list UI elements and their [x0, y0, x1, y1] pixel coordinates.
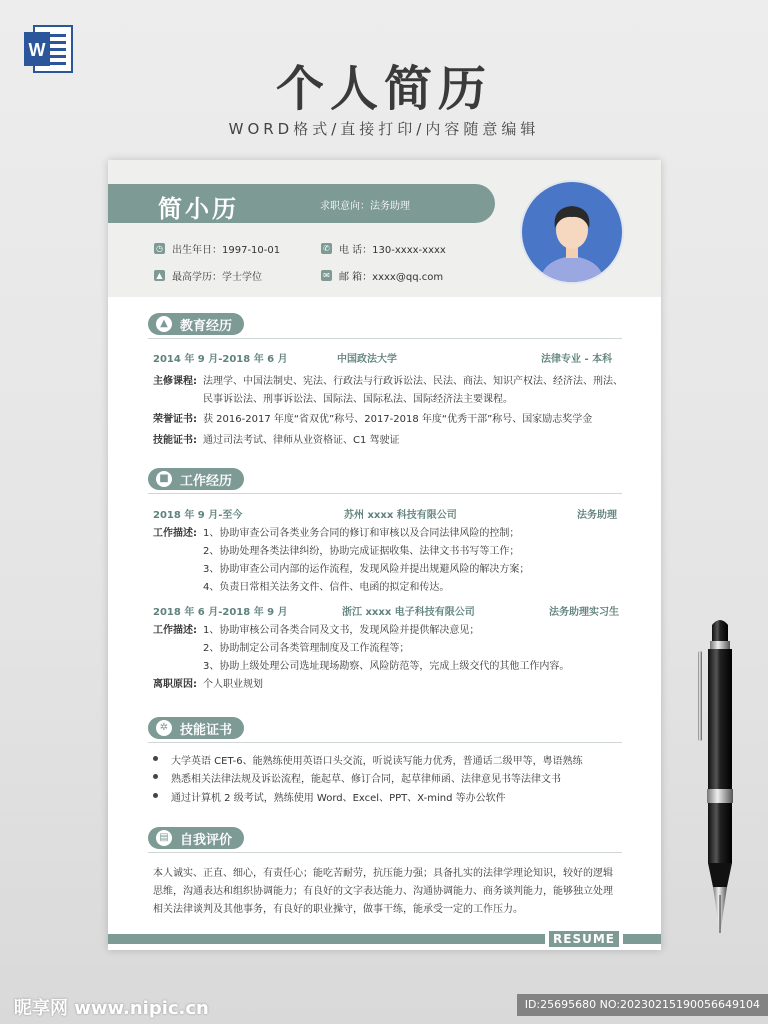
phone-text: 电 话：130-xxxx-xxxx [339, 245, 446, 256]
job-position: 法务助理 [577, 510, 617, 521]
section-work-title: ■ 工作经历 [148, 468, 244, 490]
bullet-icon [153, 793, 158, 798]
graduation-cap-icon: ▲ [156, 316, 172, 332]
bullet-icon [153, 756, 158, 761]
page-subtitle: WORD格式/直接打印/内容随意编辑 [228, 120, 540, 138]
courses-label: 主修课程: [153, 376, 197, 387]
email-text: 邮 箱：xxxx@qq.com [339, 272, 444, 283]
section-skills-title: ✲ 技能证书 [148, 717, 244, 739]
job-period: 2018 年 6 月-2018 年 9 月 [153, 607, 288, 618]
job-duty: 4、负责日常相关法务文件、信件、电函的拟定和传达。 [203, 582, 450, 593]
self-eval-line: 相关法律谈判及其他事务，有良好的职业操守，做事干练，能承受一定的工作压力。 [153, 904, 523, 915]
job-intent: 求职意向：法务助理 [320, 201, 410, 212]
resume-tag: RESUME [545, 931, 623, 947]
job-duty: 2、协助制定公司各类管理制度及工作流程等； [203, 643, 410, 654]
education-text: 最高学历：学士学位 [172, 272, 262, 283]
divider [148, 493, 622, 494]
job-position: 法务助理实习生 [549, 607, 619, 618]
skill-item: 通过计算机 2 级考试，熟练使用 Word、Excel、PPT、X-mind 等办公软件 [171, 793, 506, 804]
edu-period: 2014 年 9 月-2018 年 6 月 [153, 354, 288, 365]
fountain-pen-icon [690, 615, 750, 945]
job-duty: 2、协助处理各类法律纠纷，协助完成证据收集、法律文书书写等工作； [203, 546, 520, 557]
job-desc-label: 工作描述: [153, 625, 197, 636]
email-info [321, 268, 443, 283]
graduation-icon: ▲ [154, 270, 165, 281]
leave-label: 离职原因: [153, 679, 197, 690]
section-self-title: ▤ 自我评价 [148, 827, 244, 849]
birth-info [154, 241, 280, 256]
job-period: 2018 年 9 月-至今 [153, 510, 243, 521]
phone-icon: ✆ [321, 243, 332, 254]
avatar [520, 180, 624, 284]
leave-text: 个人职业规划 [203, 679, 263, 690]
briefcase-icon: ■ [156, 471, 172, 487]
skill-text: 通过司法考试、律师从业资格证、C1 驾驶证 [203, 435, 400, 446]
job-company: 苏州 xxxx 科技有限公司 [344, 510, 457, 521]
job-duty: 1、协助审查公司各类业务合同的修订和审核以及合同法律风险的控制； [203, 528, 520, 539]
divider [148, 742, 622, 743]
clock-icon: ◷ [154, 243, 165, 254]
education-info [154, 268, 262, 283]
courses-line: 法理学、中国法制史、宪法、行政法与行政诉讼法、民法、商法、知识产权法、经济法、刑法、 [203, 376, 623, 387]
birth-text: 出生年日：1997-10-01 [172, 245, 281, 256]
divider [148, 852, 622, 853]
phone-info [321, 241, 446, 256]
edu-major: 法律专业 - 本科 [541, 354, 613, 365]
person-icon [522, 182, 622, 282]
skill-label: 技能证书: [153, 435, 197, 446]
candidate-name: 简小历 [158, 195, 239, 223]
mail-icon: ✉ [321, 270, 332, 281]
job-duty: 1、协助审核公司各类合同及文书，发现风险并提供解决意见； [203, 625, 480, 636]
job-company: 浙江 xxxx 电子科技有限公司 [342, 607, 475, 618]
svg-text:W: W [28, 40, 46, 60]
skill-item: 熟悉相关法律法规及诉讼流程，能起草、修订合同，起草律师函、法律意见书等法律文书 [171, 774, 561, 785]
resume-paper [108, 160, 661, 950]
self-eval-line: 思维，沟通表达和组织协调能力；有良好的文字表达能力、沟通协调能力、商务谈判能力，能够独立处理 [153, 886, 613, 897]
section-education-title: ▲ 教育经历 [148, 313, 244, 335]
job-duty: 3、协助上级处理公司选址现场勘察、风险防范等，完成上级交代的其他工作内容。 [203, 661, 570, 672]
courses-line: 民事诉讼法、刑事诉讼法、国际法、国际私法、国际经济法主要课程。 [203, 394, 513, 405]
self-eval-line: 本人诚实、正直、细心，有责任心；能吃苦耐劳，抗压能力强；具备扎实的法律学理论知识，较好的逻辑 [153, 868, 613, 879]
honor-text: 获 2016-2017 年度“省双优”称号、2017-2018 年度“优秀干部”称号、国家励志奖学金 [203, 414, 593, 425]
honor-label: 荣誉证书: [153, 414, 197, 425]
skill-item: 大学英语 CET-6、能熟练使用英语口头交流，听说读写能力优秀，普通话二级甲等，粤语熟练 [171, 756, 583, 767]
id-card-icon: ▤ [156, 830, 172, 846]
edu-school: 中国政法大学 [337, 354, 397, 365]
job-desc-label: 工作描述: [153, 528, 197, 539]
watermark-id: ID:25695680 NO:20230215190056649104 [517, 994, 768, 1016]
name-bar [108, 184, 495, 223]
page-title: 个人简历 [275, 61, 492, 117]
watermark-site: 昵享网 www.nipic.cn [14, 998, 209, 1019]
divider [148, 338, 622, 339]
job-duty: 3、协助审查公司内部的运作流程，发现风险并提出规避风险的解决方案； [203, 564, 530, 575]
gear-icon: ✲ [156, 720, 172, 736]
bullet-icon [153, 774, 158, 779]
